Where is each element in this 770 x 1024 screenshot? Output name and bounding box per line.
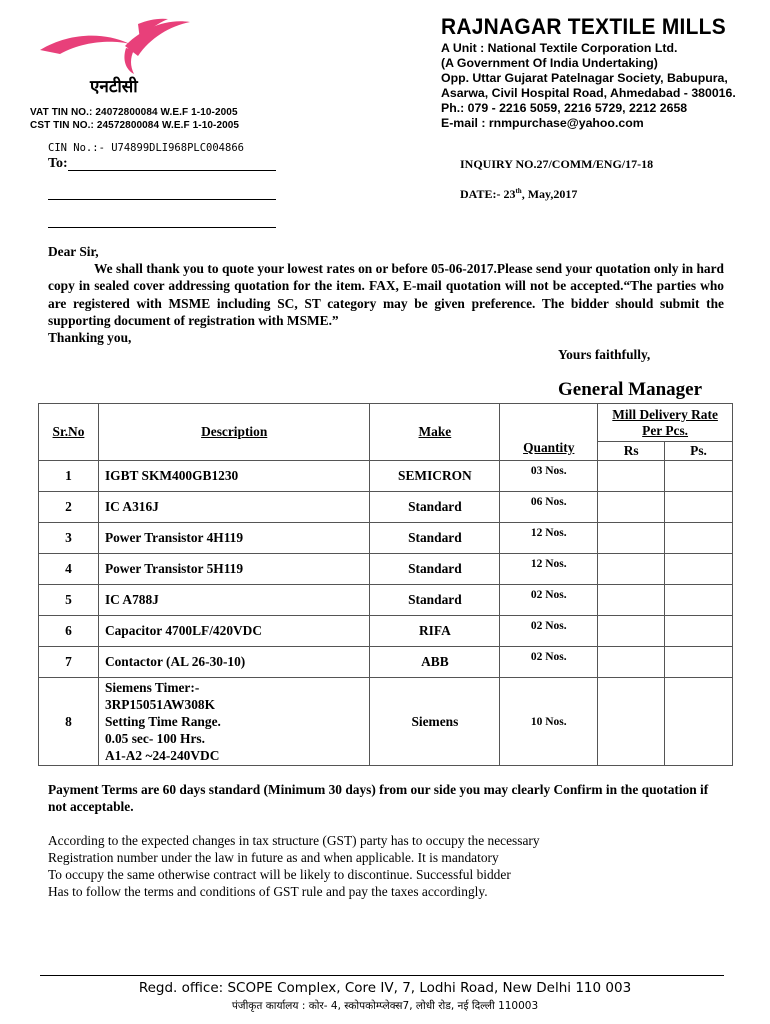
cell-ps [665,523,733,554]
cell-sr: 1 [39,461,99,492]
cell-description: Power Transistor 4H119 [98,523,370,554]
cell-description: Siemens Timer:- 3RP15051AW308K Setting Time Range. 0.05 sec- 100 Hrs. A1-A2 ~24-240VDC [98,678,370,766]
recipient-line [48,199,276,200]
cell-rs [598,647,665,678]
closing: Yours faithfully, [558,347,651,362]
cell-rs [598,492,665,523]
cell-sr: 2 [39,492,99,523]
letter-body [48,243,724,346]
address-line: Ph.: 079 - 2216 5059, 2216 5729, 2212 2658 [441,101,688,115]
cell-ps [665,616,733,647]
cell-qty: 02 Nos. [500,585,598,616]
header-sr: Sr.No [39,404,99,461]
cell-description: Contactor (AL 26-30-10) [98,647,370,678]
cell-description: Power Transistor 5H119 [98,554,370,585]
cell-make: RIFA [370,616,500,647]
table-header-row [39,404,733,442]
header-rate: Mill Delivery Rate Per Pcs. [598,404,733,442]
company-name: RAJNAGAR TEXTILE MILLS [441,14,726,39]
cell-make: Siemens [370,678,500,766]
table-row [39,492,733,523]
cell-sr: 5 [39,585,99,616]
address-line: (A Government Of India Undertaking) [441,56,658,70]
cell-rs [598,554,665,585]
recipient-line [68,170,276,171]
to-label: To: [48,156,68,171]
salutation: Dear Sir, [48,244,99,259]
table-row [39,461,733,492]
cell-description: IC A316J [98,492,370,523]
header-quantity: Quantity [500,404,598,461]
cell-rs [598,461,665,492]
cell-qty: 06 Nos. [500,492,598,523]
cell-ps [665,492,733,523]
cin-number: CIN No.:- U74899DLI968PLC004866 [48,142,244,154]
header-make: Make [370,404,500,461]
vat-tin: VAT TIN NO.: 24072800084 W.E.F 1-10-2005 [30,107,238,118]
thanking-line: Thanking you, [48,330,132,346]
address-line: Opp. Uttar Gujarat Patelnagar Society, Babupura, [441,71,728,85]
date: DATE:- 23th, May,2017 [460,187,578,201]
payment-terms: Payment Terms are 60 days standard (Minimum 30 days) from our side you may clearly Confirm in the quotation if not acceptable. [48,782,709,814]
cell-make: ABB [370,647,500,678]
cell-rs [598,523,665,554]
header-rs: Rs [598,442,665,461]
cell-sr: 6 [39,616,99,647]
cell-sr: 7 [39,647,99,678]
cell-make: Standard [370,523,500,554]
cell-make: SEMICRON [370,461,500,492]
cst-tin: CST TIN NO.: 24572800084 W.E.F 1-10-2005 [30,120,240,131]
hindi-org-name: एनटीसी [90,77,138,97]
cell-qty: 03 Nos. [500,461,598,492]
cell-qty: 12 Nos. [500,523,598,554]
table-row [39,678,733,766]
cell-ps [665,647,733,678]
cell-rs [598,585,665,616]
cell-sr: 3 [39,523,99,554]
address-line: Asarwa, Civil Hospital Road, Ahmedabad - 380016. [441,86,736,100]
registered-office: Regd. office: SCOPE Complex, Core IV, 7, Lodhi Road, New Delhi 110 003 [138,980,632,996]
cell-ps [665,585,733,616]
signatory-title: General Manager [558,379,703,400]
table-row [39,616,733,647]
cell-description: IC A788J [98,585,370,616]
registered-office-hindi: पंजीकृत कार्यालय : कोर- 4, स्कोपकोम्प्लेक्स7, लोधी रोड, नई दिल्ली 110003 [231,1000,539,1012]
footer-divider [40,975,724,976]
cell-make: Standard [370,554,500,585]
cell-sr: 8 [39,678,99,766]
inquiry-number: INQUIRY NO.27/COMM/ENG/17-18 [460,157,654,171]
cell-make: Standard [370,492,500,523]
cell-qty: 02 Nos. [500,647,598,678]
cell-rs [598,678,665,766]
cell-qty: 12 Nos. [500,554,598,585]
email-line: E-mail : rnmpurchase@yahoo.com [441,116,644,130]
recipient-line [48,227,276,228]
table-row [39,523,733,554]
table-row [39,554,733,585]
cell-sr: 4 [39,554,99,585]
cell-make: Standard [370,585,500,616]
header-ps: Ps. [665,442,733,461]
table-row [39,585,733,616]
cell-qty: 02 Nos. [500,616,598,647]
cell-qty: 10 Nos. [500,678,598,766]
cell-ps [665,554,733,585]
cell-description: Capacitor 4700LF/420VDC [98,616,370,647]
cell-description: IGBT SKM400GB1230 [98,461,370,492]
letter-paragraph: We shall thank you to quote your lowest rates on or before 05-06-2017.Please send your quotation only in hard copy in sealed cover addressing quotation for the item. FAX, E-mail quotation will not be accepted.“The parties who are registered with MSME including SC, ST category may be given preference. The bidder should submit the supporting document of registration with MSME.” [48,261,724,328]
cell-rs [598,616,665,647]
items-table [38,403,733,766]
header-description: Description [98,404,370,461]
cell-ps [665,678,733,766]
cell-ps [665,461,733,492]
table-row [39,647,733,678]
address-line: A Unit : National Textile Corporation Ltd. [441,41,678,55]
gst-note: According to the expected changes in tax structure (GST) party has to occupy the necessary Registration number under the law in future as and when applicable. It is mandatory To occupy the same otherwise contract will be likely to discontinue. Successful bidder Has to follow the terms and conditions of GST rule and pay the taxes accordingly. [48,833,540,899]
